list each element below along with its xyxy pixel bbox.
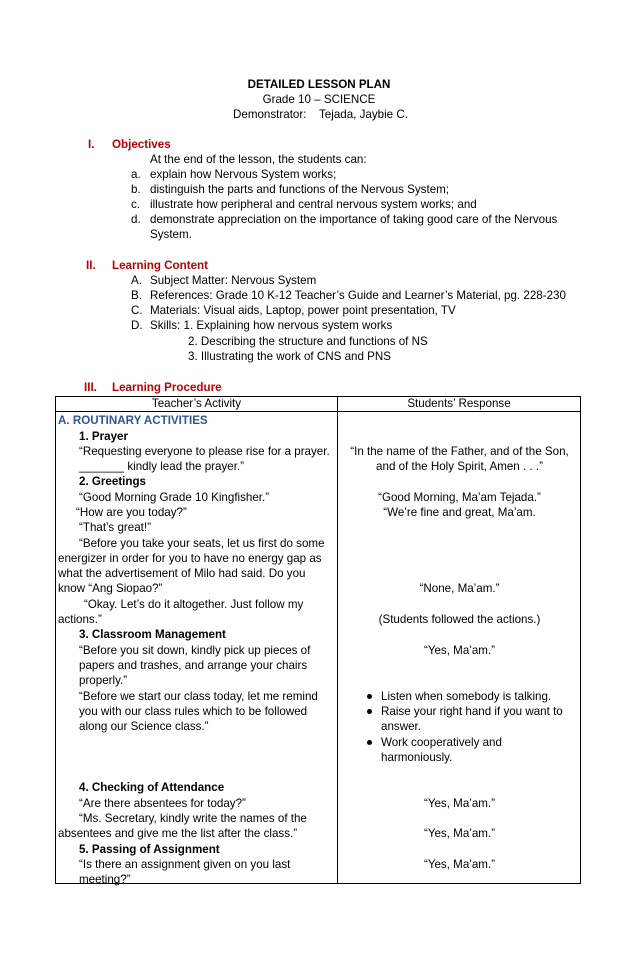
teacher-line: “Are there absentees for today?”	[79, 797, 246, 810]
teacher-line: “Before you sit down, kindly pick up pieces of	[79, 644, 311, 657]
demonstrator-name: Tejada, Jaybie C.	[319, 108, 408, 121]
objective-text: demonstrate appreciation on the importance of taking good care of the Nervous	[150, 213, 558, 226]
teacher-line: papers and trashes, and arrange your chairs	[79, 659, 308, 672]
student-response: “We’re fine and great, Ma’am.	[383, 506, 536, 519]
skill-item: 3. Illustrating the work of CNS and PNS	[188, 350, 391, 363]
bullet-icon	[367, 694, 372, 699]
students-response-cell	[338, 412, 581, 884]
students-column-header: Students’ Response	[338, 397, 581, 412]
content-letter: C.	[131, 304, 143, 317]
greetings-heading: 2. Greetings	[79, 475, 147, 488]
class-rule: Raise your right hand if you want to	[381, 705, 563, 718]
student-response: and of the Holy Spirit, Amen . . .”	[376, 460, 543, 473]
teacher-line: “Before we start our class today, let me remind	[79, 690, 318, 703]
teacher-line: “Requesting everyone to please rise for a prayer.	[79, 445, 330, 458]
content-text: Subject Matter: Nervous System	[150, 274, 317, 287]
teacher-line: _______ kindly lead the prayer.”	[79, 460, 245, 473]
teacher-line: “How are you today?”	[76, 506, 187, 519]
teacher-line: “Ms. Secretary, kindly write the names of the	[79, 812, 307, 825]
prayer-heading: 1. Prayer	[79, 430, 128, 443]
teacher-activity-cell	[56, 412, 338, 884]
procedure-table	[55, 396, 581, 884]
assignment-heading: 5. Passing of Assignment	[79, 843, 220, 856]
teacher-line: properly.”	[79, 674, 128, 687]
student-response: “Yes, Ma’am.”	[423, 797, 496, 810]
class-rule: Listen when somebody is talking.	[381, 690, 552, 703]
teacher-line: actions.”	[58, 613, 102, 626]
content-letter: B.	[131, 289, 142, 302]
student-response: (Students followed the actions.)	[378, 613, 541, 626]
class-rule: Work cooperatively and	[381, 736, 502, 749]
objectives-heading: Objectives	[112, 138, 171, 151]
content-numeral: II.	[86, 259, 96, 272]
content-text: Materials: Visual aids, Laptop, power point presentation, TV	[150, 304, 456, 317]
skill-item: 2. Describing the structure and functions of NS	[188, 335, 428, 348]
teacher-line: along our Science class.”	[79, 720, 209, 733]
teacher-line: “Is there an assignment given on you last	[79, 858, 291, 871]
teacher-line: “Before you take your seats, let us first do some	[79, 537, 325, 550]
class-rule-continued: answer.	[381, 720, 421, 733]
objectives-intro: At the end of the lesson, the students can:	[150, 153, 367, 166]
classroom-management-heading: 3. Classroom Management	[79, 628, 226, 641]
objective-letter: b.	[131, 183, 141, 196]
grade-subject: Grade 10 – SCIENCE	[262, 93, 376, 106]
teacher-line: what the advertisement of Milo had said. Do you	[58, 567, 306, 580]
content-heading: Learning Content	[112, 259, 208, 272]
procedure-numeral: III.	[84, 381, 97, 394]
teacher-column-header: Teacher’s Activity	[56, 397, 338, 412]
teacher-line: energizer in order for you to have no energy gap as	[58, 552, 322, 565]
teacher-line: absentees and give me the list after the class.”	[58, 827, 298, 840]
teacher-line: know “Ang Siopao?”	[58, 582, 163, 595]
student-response: “None, Ma’am.”	[419, 582, 500, 595]
objective-text: explain how Nervous System works;	[150, 168, 337, 181]
student-response: “Yes, Ma’am.”	[423, 827, 496, 840]
objective-letter: a.	[131, 168, 141, 181]
student-response: “Yes, Ma’am.”	[423, 644, 496, 657]
teacher-line: “That’s great!”	[79, 521, 151, 534]
document-title: DETAILED LESSON PLAN	[247, 78, 391, 91]
objective-text: illustrate how peripheral and central nervous system works; and	[150, 198, 477, 211]
demonstrator-label: Demonstrator:	[233, 108, 307, 121]
attendance-heading: 4. Checking of Attendance	[79, 781, 225, 794]
student-response: “Good Morning, Ma’am Tejada.”	[378, 491, 541, 504]
objective-letter: d.	[131, 213, 141, 226]
content-text: References: Grade 10 K-12 Teacher’s Guide and Learner’s Material, pg. 228-230	[150, 289, 566, 302]
teacher-line: “Good Morning Grade 10 Kingfisher.”	[79, 491, 270, 504]
student-response: “Yes, Ma’am.”	[423, 858, 496, 871]
content-letter: D.	[131, 319, 143, 332]
bullet-icon	[367, 740, 372, 745]
objective-text-continued: System.	[150, 228, 192, 241]
procedure-heading: Learning Procedure	[112, 381, 222, 394]
student-response: “In the name of the Father, and of the Son,	[350, 445, 569, 458]
objective-letter: c.	[131, 198, 141, 211]
teacher-line: meeting?”	[79, 873, 131, 886]
teacher-line: “Okay. Let’s do it altogether. Just follow my	[84, 598, 304, 611]
routinary-activities-heading: A. ROUTINARY ACTIVITIES	[58, 414, 208, 427]
bullet-icon	[367, 709, 372, 714]
class-rule-continued: harmoniously.	[381, 751, 453, 764]
objectives-numeral: I.	[88, 138, 95, 151]
objective-text: distinguish the parts and functions of the Nervous System;	[150, 183, 450, 196]
content-letter: A.	[131, 274, 142, 287]
teacher-line: you with our class rules which to be followed	[79, 705, 308, 718]
content-text: Skills: 1. Explaining how nervous system works	[150, 319, 393, 332]
